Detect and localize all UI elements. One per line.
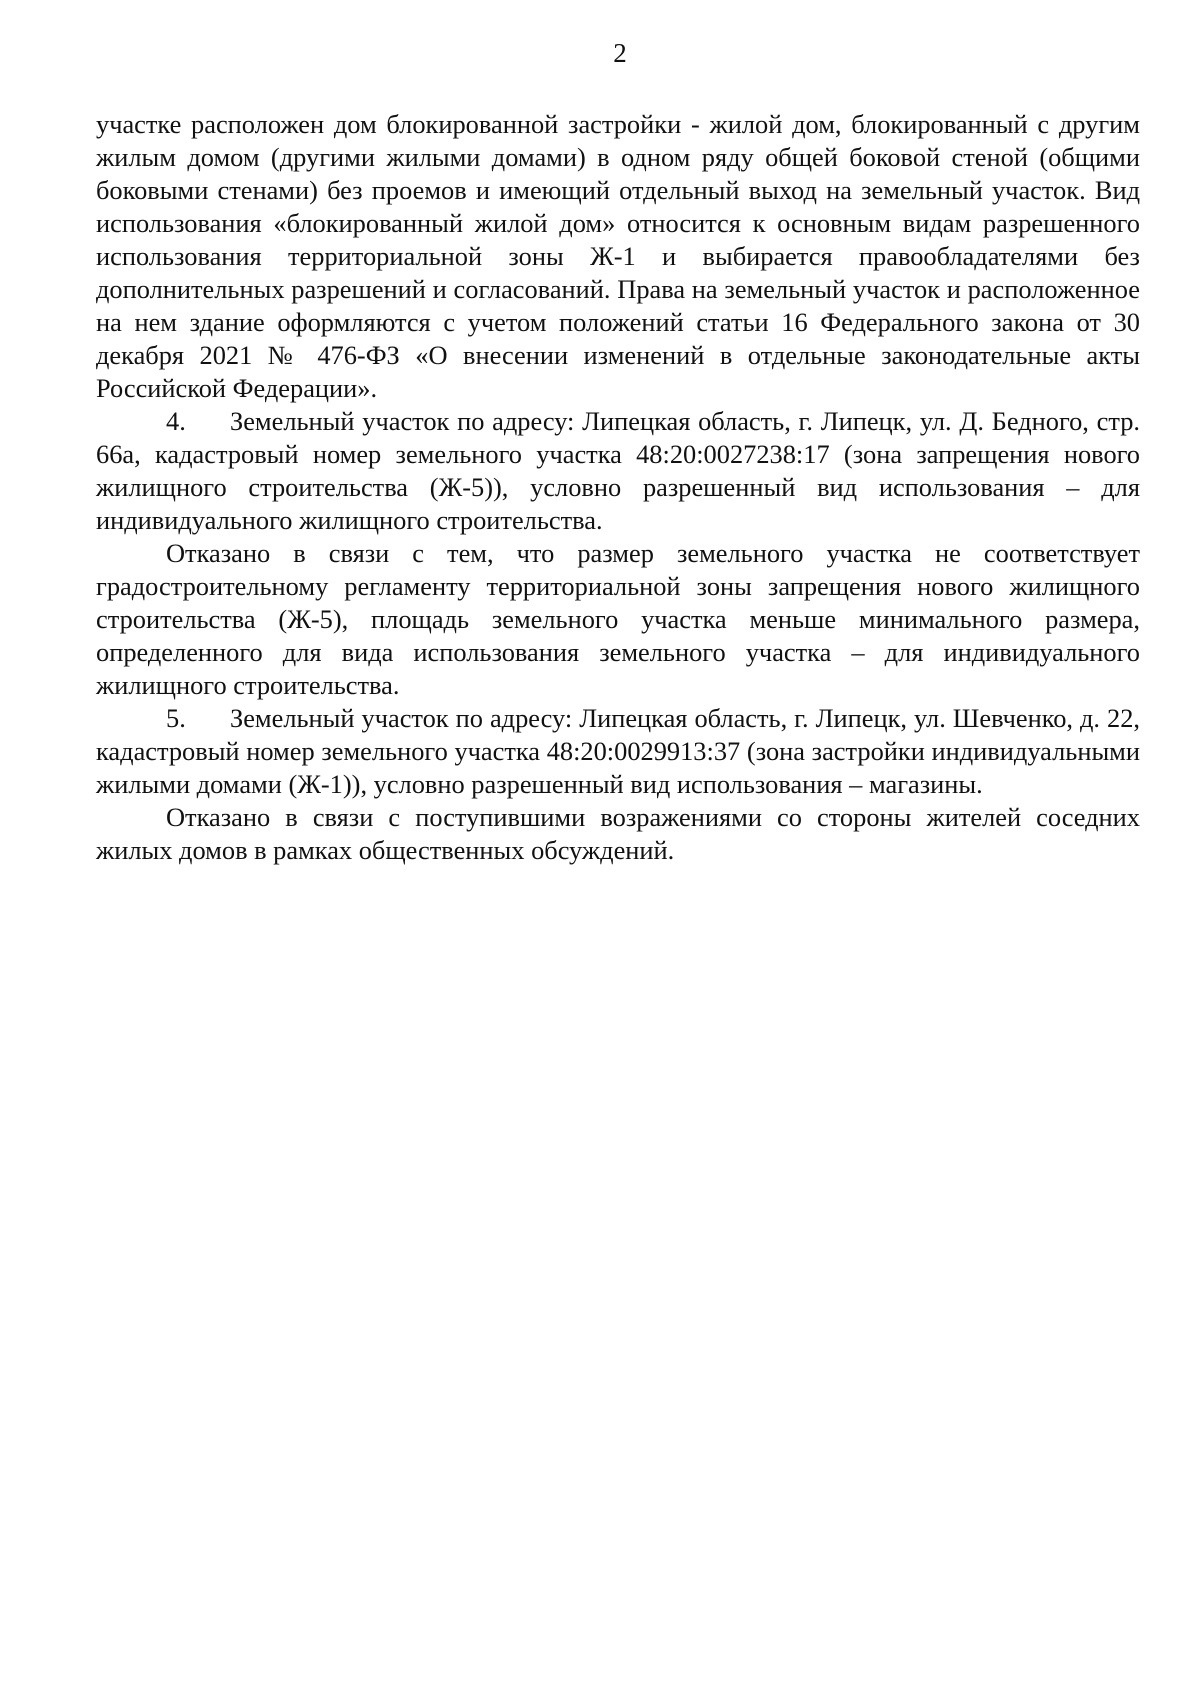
page-number: 2: [613, 38, 627, 68]
list-item-4: [96, 405, 1140, 537]
paragraph-refusal-4: Отказано в связи с тем, что размер земельного участка не соответствует градостроительному регламенту территориальной зоны запрещения нового жилищного строительства (Ж-5), площадь земельного участка меньше минимального размера, определенного для вида использования земельного участка – для индивидуального жилищного строительства.: [96, 538, 1140, 700]
paragraph-continuation: участке расположен дом блокированной застройки - жилой дом, блокированный с другим жилым домом (другими жилыми домами) в одном ряду общей боковой стеной (общими боковыми стенами) без проемов и имеющий отдельный выход на земельный участок. Вид использования «блокированный жилой дом» относится к основным видам разрешенного использования территориальной зоны Ж-1 и выбирается правообладателями без дополнительных разрешений и согласований. Права на земельный участок и расположенное на нем здание оформляются с учетом положений статьи 16 Федерального закона от 30 декабря 2021 № 476-ФЗ «О внесении изменений в отдельные законодательные акты Российской Федерации».: [96, 109, 1140, 403]
list-item-5: [96, 702, 1140, 801]
list-item-text: Земельный участок по адресу: Липецкая область, г. Липецк, ул. Д. Бедного, стр. 66а, кадастровый номер земельного участка 48:20:0027238:17 (зона запрещения нового жилищного строительства (Ж-5)), условно разрешенный вид использования – для индивидуального жилищного строительства.: [96, 406, 1140, 535]
list-item-number: 5.: [166, 703, 186, 733]
document-body: [96, 108, 1140, 867]
paragraph-refusal-5: Отказано в связи с поступившими возражениями со стороны жителей соседних жилых домов в рамках общественных обсуждений.: [96, 802, 1140, 865]
list-item-number: 4.: [166, 406, 186, 436]
list-item-text: Земельный участок по адресу: Липецкая область, г. Липецк, ул. Шевченко, д. 22, кадастровый номер земельного участка 48:20:0029913:37 (зона застройки индивидуальными жилыми домами (Ж-1)), условно разрешенный вид использования – магазины.: [96, 703, 1140, 799]
